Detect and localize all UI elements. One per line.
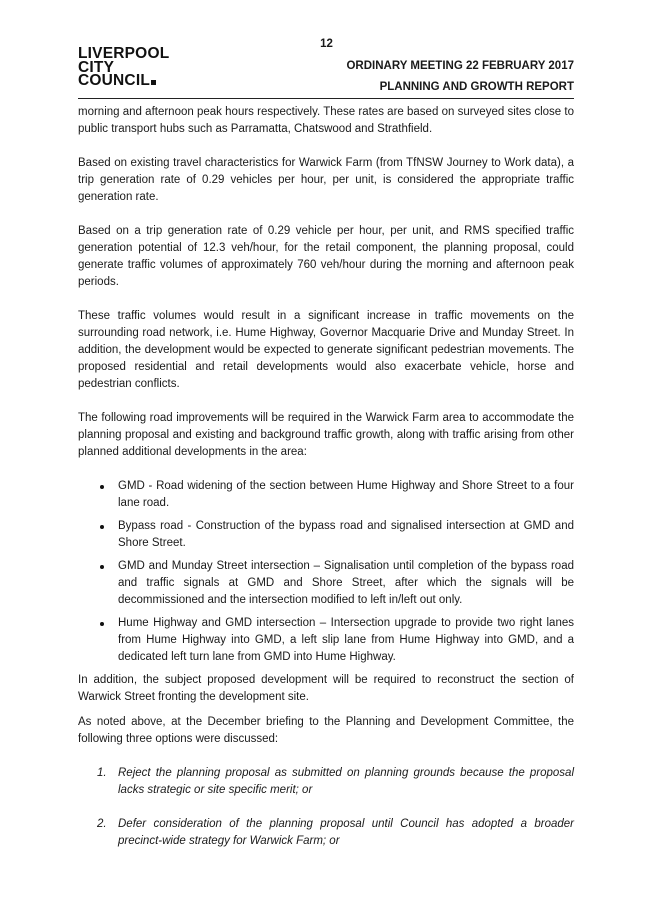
paragraph-options-intro: As noted above, at the December briefing to the Planning and Development Committee, the following three options were discussed: <box>78 716 574 745</box>
option-text: Reject the planning proposal as submitted on planning grounds because the proposal lacks strategic or site specific merit; or <box>118 767 574 796</box>
paragraph-peak-rates: morning and afternoon peak hours respectively. These rates are based on surveyed sites close to public transport hubs such as Parramatta, Chatswood and Strathfield. <box>78 106 574 135</box>
logo-line-3: COUNCIL <box>78 72 151 89</box>
road-improvements-list <box>78 478 574 666</box>
list-item-text: GMD - Road widening of the section between Hume Highway and Shore Street to a four lane road. <box>118 480 574 509</box>
paragraph-road-improvements: The following road improvements will be required in the Warwick Farm area to accommodate the planning proposal and existing and background traffic growth, along with traffic arising from other planned additional developments in the area: <box>78 412 574 458</box>
list-item <box>78 478 574 512</box>
header-divider <box>78 98 574 99</box>
paragraph-warwick-street: In addition, the subject proposed development will be required to reconstruct the section of Warwick Street fronting the development site. <box>78 674 574 703</box>
bullet-icon <box>100 525 104 529</box>
list-item <box>78 615 574 666</box>
option-text: Defer consideration of the planning proposal until Council has adopted a broader precinct-wide strategy for Warwick Farm; or <box>118 818 574 847</box>
options-list <box>78 765 574 850</box>
council-logo <box>78 47 169 88</box>
bullet-icon <box>100 622 104 626</box>
logo-dot-icon <box>151 80 156 85</box>
paragraph-trip-rate: Based on existing travel characteristics for Warwick Farm (from TfNSW Journey to Work data), a trip generation rate of 0.29 vehicles per hour, per unit, is considered the appropriate traffic generation rate. <box>78 157 574 203</box>
option-item <box>78 765 574 799</box>
list-item <box>78 558 574 609</box>
meeting-title: ORDINARY MEETING 22 FEBRUARY 2017 <box>346 60 574 72</box>
list-item-text: Bypass road - Construction of the bypass road and signalised intersection at GMD and Shore Street. <box>118 520 574 549</box>
list-item <box>78 518 574 552</box>
list-item-text: GMD and Munday Street intersection – Signalisation until completion of the bypass road and traffic signals at GMD and Shore Street, after which the signals will be decommissioned and the intersection modified to left in/left out only. <box>118 560 574 606</box>
document-body <box>78 104 574 867</box>
page-number: 12 <box>320 38 333 50</box>
list-item-text: Hume Highway and GMD intersection – Intersection upgrade to provide two right lanes from Hume Highway into GMD, a left slip lane from Hume Highway into GMD, and a dedicated left turn lane from GMD into Hume Highway. <box>118 617 574 663</box>
paragraph-traffic-volume: Based on a trip generation rate of 0.29 vehicle per hour, per unit, and RMS specified traffic generation potential of 12.3 veh/hour, for the retail component, the planning proposal, could generate traffic volumes of approximately 760 veh/hour during the morning and afternoon peak periods. <box>78 225 574 288</box>
logo-line-2: CITY <box>78 58 115 76</box>
option-item <box>78 816 574 850</box>
report-title: PLANNING AND GROWTH REPORT <box>379 81 574 93</box>
bullet-icon <box>100 565 104 569</box>
option-number: 1. <box>97 767 107 779</box>
paragraph-traffic-impact: These traffic volumes would result in a significant increase in traffic movements on the surrounding road network, i.e. Hume Highway, Governor Macquarie Drive and Munday Street. In addition, the development would be expected to generate significant pedestrian movements. The proposed residential and retail developments would also exacerbate vehicle, horse and pedestrian conflicts. <box>78 310 574 390</box>
option-number: 2. <box>97 818 107 830</box>
logo-line-1: LIVERPOOL <box>78 45 170 62</box>
bullet-icon <box>100 485 104 489</box>
